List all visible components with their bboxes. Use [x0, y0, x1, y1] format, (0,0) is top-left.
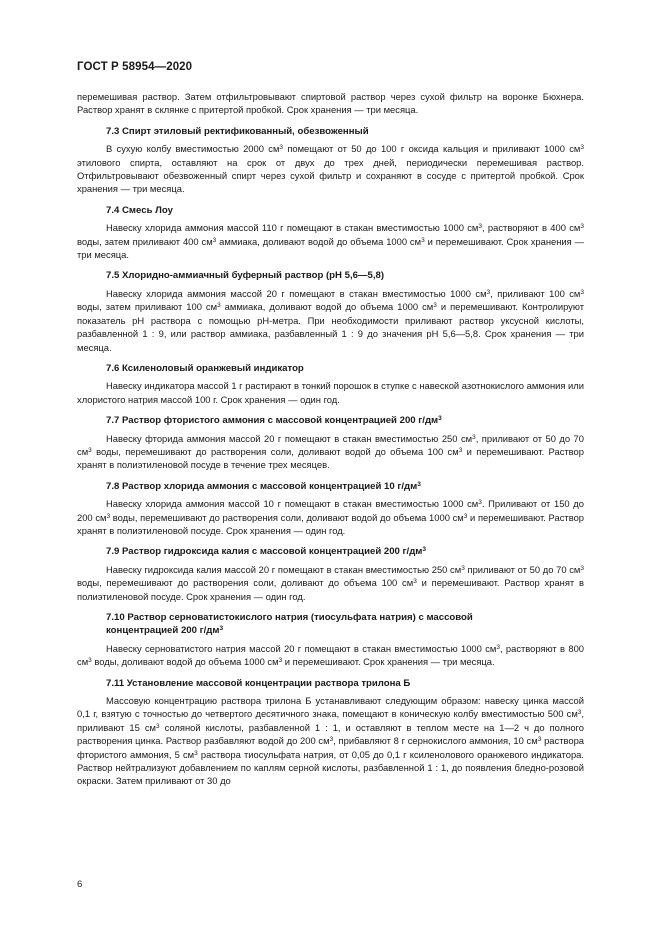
- section-paragraph: Навеску фторида аммония массой 20 г помещают в стакан вместимостью 250 $см^3$, приливают от 50 до 70 $см^3$ воды, перемешивают до растворения соли, доливают водой до объема 100 $см^3$ и перемешивают. Раствор хранят в полиэтиленовой посуде в течение трех месяцев.: [77, 432, 584, 471]
- section-7-5: [77, 269, 584, 353]
- section-7-8: [77, 480, 584, 538]
- section-paragraph: Навеску хлорида аммония массой 10 г помещают в стакан вместимостью 1000 $см^3$. Приливают от 150 до 200 $см^3$ воды, перемешивают до растворения соли, доливают водой до объема 1000 $см^3$ и перемешивают. Раствор хранят в полиэтиленовой посуде. Срок хранения — один год.: [77, 498, 584, 536]
- page-number: 6: [77, 879, 83, 890]
- section-heading: 7.3 Спирт этиловый ректификованный, обезвоженный: [106, 125, 369, 137]
- section-heading: [106, 611, 584, 638]
- document-header-title: ГОСТ Р 58954—2020: [77, 61, 193, 73]
- document-body: [77, 90, 584, 788]
- section-heading: 7.11 Установление массовой концентрации раствора трилона Б: [106, 677, 411, 689]
- section-heading: 7.5 Хлоридно-аммиачный буферный раствор (рН 5,6—5,8): [106, 270, 385, 282]
- section-7-10: [77, 611, 584, 669]
- section-paragraph: Массовую концентрацию раствора трилона Б устанавливают следующим образом: навеску цинка массой 0,1 г, взятую с точностью до четвертого десятичного знака, помещают в коническую колбу вместимостью 500 $см^3$, приливают 15 $см^3$ соляной кислоты, разбавленной 1 : 1, и оставляют в теплом месте на 1—2 ч до полного растворения цинка. Раствор разбавляют водой до 200 $см^3$, прибавляют 8 г сернокислого аммония, 10 $см^3$ раствора фтористого аммония, 5 $см^3$ раствора тиосульфата натрия, от 0,05 до 0,1 г ксиленолового оранжевого индикатора. Раствор нейтрализуют добавлением по каплям серной кислоты, разбавленной 1 : 1, до появления бледно-розовой окраски. Затем приливают от 30 до: [77, 695, 584, 787]
- section-7-6: [77, 362, 584, 406]
- section-heading-line1: 7.10 Раствор серноватистокислого натрия (тиосульфата натрия) с массовой: [106, 612, 473, 623]
- section-heading: 7.8 Раствор хлорида аммония с массовой концентрацией 10 $г/дм^3$: [106, 480, 421, 492]
- section-7-7: [77, 414, 584, 472]
- section-paragraph: Навеску серноватистого натрия массой 20 г помещают в стакан вместимостью 1000 $см^3$, растворяют в 800 $см^3$ воды, доливают водой до объема 1000 $см^3$ и перемешивают. Срок хранения — три месяца.: [77, 642, 584, 668]
- section-7-11: [77, 677, 584, 788]
- section-heading-line2: концентрацией 200 $г/дм^3$: [106, 625, 224, 637]
- section-paragraph: В сухую колбу вместимостью 2000 $см^3$ помещают от 50 до 100 г оксида кальция и приливают 1000 $см^3$ этилового спирта, оставляют на срок от двух до трех дней, периодически перемешивая раствор. Отфильтровывают обезвоженный спирт через сухой фильтр и сохраняют в сосуде с притертой пробкой. Срок хранения — три месяца.: [77, 143, 585, 195]
- section-7-9: [77, 545, 584, 603]
- section-paragraph: Навеску хлорида аммония массой 20 г помещают в стакан вместимостью 1000 $см^3$, приливают 100 $см^3$ воды, затем приливают 100 $см^3$ аммиака, доливают водой до объема 1000 $см^3$ и перемешивают. Контролируют показатель рН раствора с помощью рН-метра. При необходимости приливают раствор уксусной кислоты, разбавленной 1 : 9, или раствор аммиака, разбавленный 1 : 9 до значения рН 5,6—5,8. Срок хранения — три месяца.: [77, 287, 584, 353]
- section-heading: 7.7 Раствор фтористого аммония с массовой концентрацией 200 $г/дм^3$: [106, 415, 442, 427]
- section-heading: 7.6 Ксиленоловый оранжевый индикатор: [106, 362, 304, 374]
- section-paragraph: Навеску гидроксида калия массой 20 г помещают в стакан вместимостью 250 $см^3$ приливают от 50 до 70 $см^3$ воды, перемешивают до растворения соли, доливают до объема 100 $см^3$ и перемешивают. Раствор хранят в полиэтиленовой посуде. Срок хранения — один год.: [77, 563, 584, 602]
- section-heading: 7.4 Смесь Лоу: [106, 204, 173, 216]
- intro-paragraph: перемешивая раствор. Затем отфильтровывают спиртовой раствор через сухой фильтр на воронке Бюхнера. Раствор хранят в склянке с притертой пробкой. Срок хранения — три месяца.: [77, 91, 584, 116]
- section-7-3: [77, 125, 584, 196]
- section-paragraph: Навеску хлорида аммония массой 110 г помещают в стакан вместимостью 1000 $см^3$, растворяют в 400 $см^3$ воды, затем приливают 400 $см^3$ аммиака, доливают водой до объема 1000 $см^3$ и перемешивают. Срок хранения — три месяца.: [77, 222, 584, 261]
- section-paragraph: Навеску индикатора массой 1 г растирают в тонкий порошок в ступке с навеской азотнокислого аммония или хлористого натрия массой 100 г. Срок хранения — один год.: [77, 380, 584, 405]
- section-7-4: [77, 204, 584, 262]
- section-heading: 7.9 Раствор гидроксида калия с массовой концентрацией 200 $г/дм^3$: [106, 546, 427, 558]
